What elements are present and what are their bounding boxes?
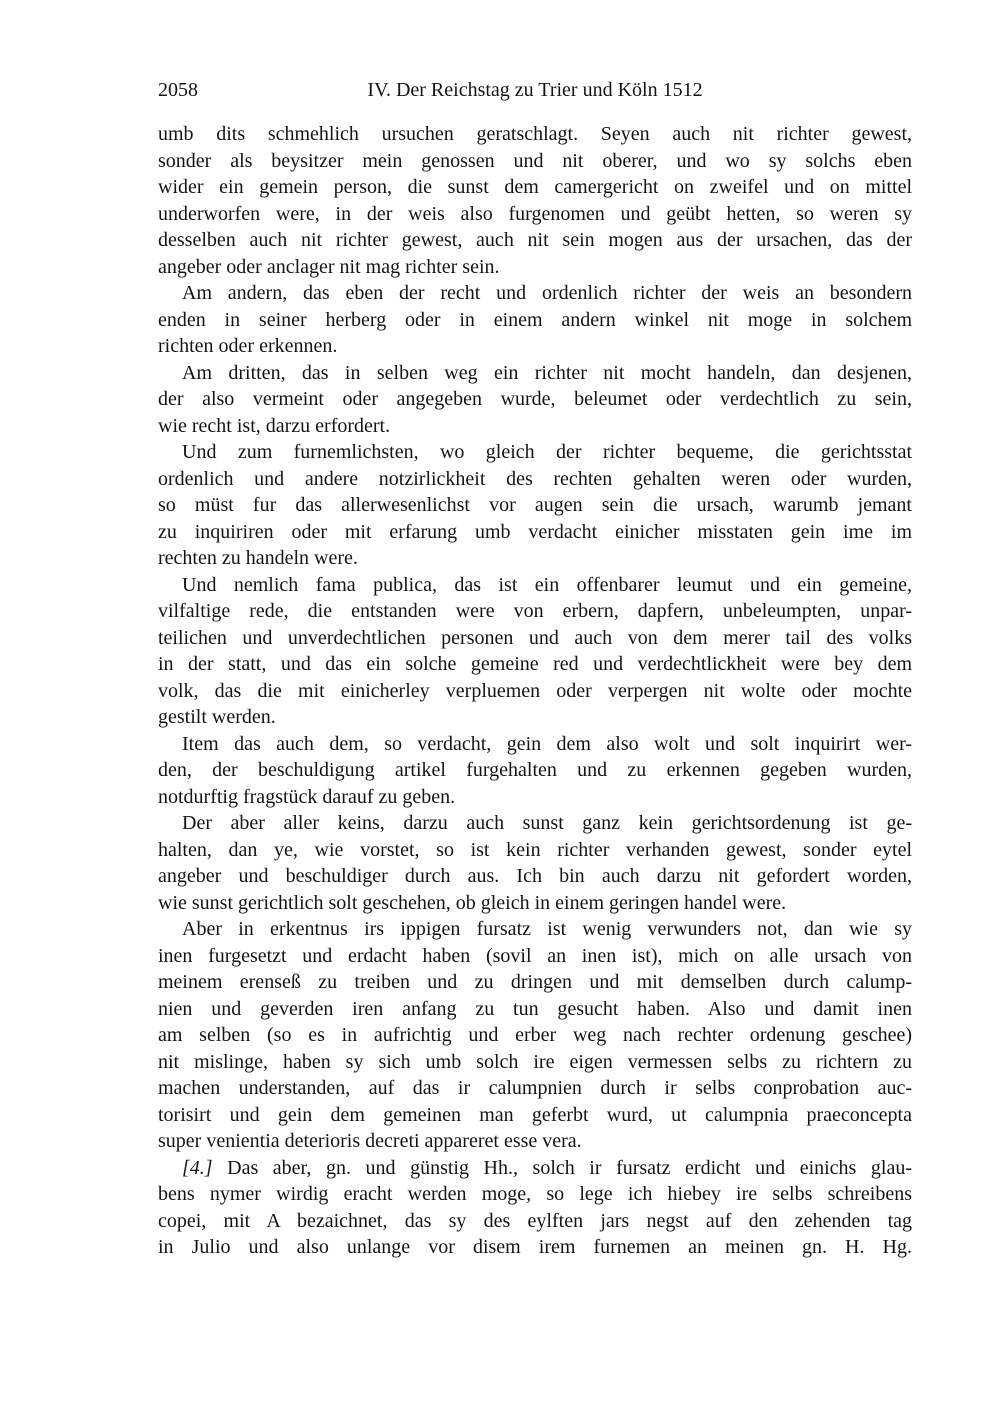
text-line: vilfaltige rede, die entstanden were von erbern, dapfern, unbeleumpten, unpar-	[158, 600, 912, 622]
text-line: Der aber aller keins, darzu auch sunst ganz kein gerichtsordenung ist ge-	[182, 812, 912, 834]
text-line: so müst fur das allerwesenlichst vor augen sein die ursach, warumb jemant	[158, 494, 912, 516]
text-line: wie recht ist, darzu erfordert.	[158, 414, 391, 437]
text-line: der also vermeint oder angegeben wurde, beleumet oder verdechtlich zu sein,	[158, 388, 912, 410]
text-line: enden in seiner herberg oder in einem andern winkel nit moge in solchem	[158, 308, 912, 331]
text-line: desselben auch nit richter gewest, auch nit sein mogen aus der ursachen, das der	[158, 229, 912, 251]
text-line: bens nymer wirdig eracht werden moge, so lege ich hiebey ire selbs schreibens	[158, 1183, 912, 1205]
text-line: meinem erenseß zu treiben und zu dringen und mit demselben durch calump-	[158, 971, 912, 993]
section-number: [4.]	[182, 1156, 213, 1179]
text-line: sonder als beysitzer mein genossen und nit oberer, und wo sy solchs eben	[158, 149, 912, 172]
paragraph	[158, 731, 912, 811]
text-line: teilichen und unverdechtlichen personen und auch von dem merer tail des volks	[158, 626, 912, 649]
text-line: Item das auch dem, so verdacht, gein dem also wolt und solt inquirirt wer-	[182, 732, 912, 755]
text-line: ordenlich und andere notzirlickheit des rechten gehalten weren oder wurden,	[158, 467, 912, 490]
text-line: richten oder erkennen.	[158, 335, 338, 357]
text-line: angeber und beschuldiger durch aus. Ich bin auch darzu nit gefordert worden,	[158, 865, 912, 887]
text-column	[158, 78, 912, 1261]
text-line: angeber oder anclager nit mag richter sein.	[158, 255, 500, 278]
text-line: [4.] Das aber, gn. und günstig Hh., solch ir fursatz erdicht und einichs glau-	[182, 1156, 912, 1179]
text-line: machen understanden, auf das ir calumpnien durch ir selbs conprobation auc-	[158, 1077, 912, 1099]
text-line: copei, mit A bezaichnet, das sy des eylften jars negst auf den zehenden tag	[158, 1209, 912, 1232]
text-line: in der statt, und das ein solche gemeine red und verdechtlickheit were bey dem	[158, 653, 912, 675]
paragraph	[158, 439, 912, 572]
text-line: inen furgesetzt und erdacht haben (sovil an inen ist), mich on alle ursach von	[158, 944, 912, 967]
text-line: nit mislinge, haben sy sich umb solch ire eigen vermessen selbs zu richtern zu	[158, 1050, 912, 1073]
paragraph	[158, 572, 912, 731]
text-line: rechten zu handeln were.	[158, 547, 358, 569]
text-line: torisirt und gein dem gemeinen man geferbt wurd, ut calumpnia praeconcepta	[158, 1103, 912, 1126]
text-line: super venientia deterioris decreti appareret esse vera.	[158, 1130, 582, 1152]
text-line: umb dits schmehlich ursuchen geratschlagt. Seyen auch nit richter gewest,	[158, 123, 912, 145]
text-line: Und zum furnemlichsten, wo gleich der richter bequeme, die gerichtsstat	[182, 441, 912, 463]
text-line: Am andern, das eben der recht und ordenlich richter der weis an besondern	[182, 282, 912, 304]
page-header	[158, 78, 912, 105]
paragraph	[158, 1155, 912, 1261]
text-line: Und nemlich fama publica, das ist ein offenbarer leumut und ein gemeine,	[182, 573, 912, 596]
running-title: IV. Der Reichstag zu Trier und Köln 1512	[367, 79, 703, 101]
text-line: wider ein gemein person, die sunst dem camergericht on zweifel und on mittel	[158, 176, 912, 198]
page-number: 2058	[158, 79, 198, 101]
text-line: wie sunst gerichtlich solt geschehen, ob gleich in einem geringen handel were.	[158, 891, 787, 914]
text-line: zu inquiriren oder mit erfarung umb verdacht einicher misstaten gein ime im	[158, 520, 912, 543]
text-line: underworfen were, in der weis also furgenomen und geübt hetten, so weren sy	[158, 202, 912, 225]
text-line: am selben (so es in aufrichtig und erber weg nach rechter ordenung geschee)	[158, 1024, 912, 1046]
text-line: gestilt werden.	[158, 706, 276, 728]
text-line: nien und geverden iren anfang zu tun gesucht haben. Also und damit inen	[158, 997, 912, 1020]
paragraph	[158, 916, 912, 1155]
page-body	[158, 121, 912, 1261]
paragraph	[158, 121, 912, 280]
text-line: den, der beschuldigung artikel furgehalten und zu erkennen gegeben wurden,	[158, 759, 912, 781]
text-line: volk, das die mit einicherley verpluemen oder verpergen nit wolte oder mochte	[158, 679, 912, 702]
text-line: Aber in erkentnus irs ippigen fursatz ist wenig verwunders not, dan wie sy	[182, 918, 912, 940]
text-line: notdurftig fragstück darauf zu geben.	[158, 785, 456, 808]
paragraph	[158, 280, 912, 360]
paragraph	[158, 810, 912, 916]
text-line: halten, dan ye, wie vorstet, so ist kein richter verhanden gewest, sonder eytel	[158, 838, 912, 861]
text-line: Am dritten, das in selben weg ein richter nit mocht handeln, dan desjenen,	[182, 361, 912, 384]
paragraph	[158, 360, 912, 440]
text-line: in Julio und also unlange vor disem irem furnemen an meinen gn. H. Hg.	[158, 1236, 912, 1258]
